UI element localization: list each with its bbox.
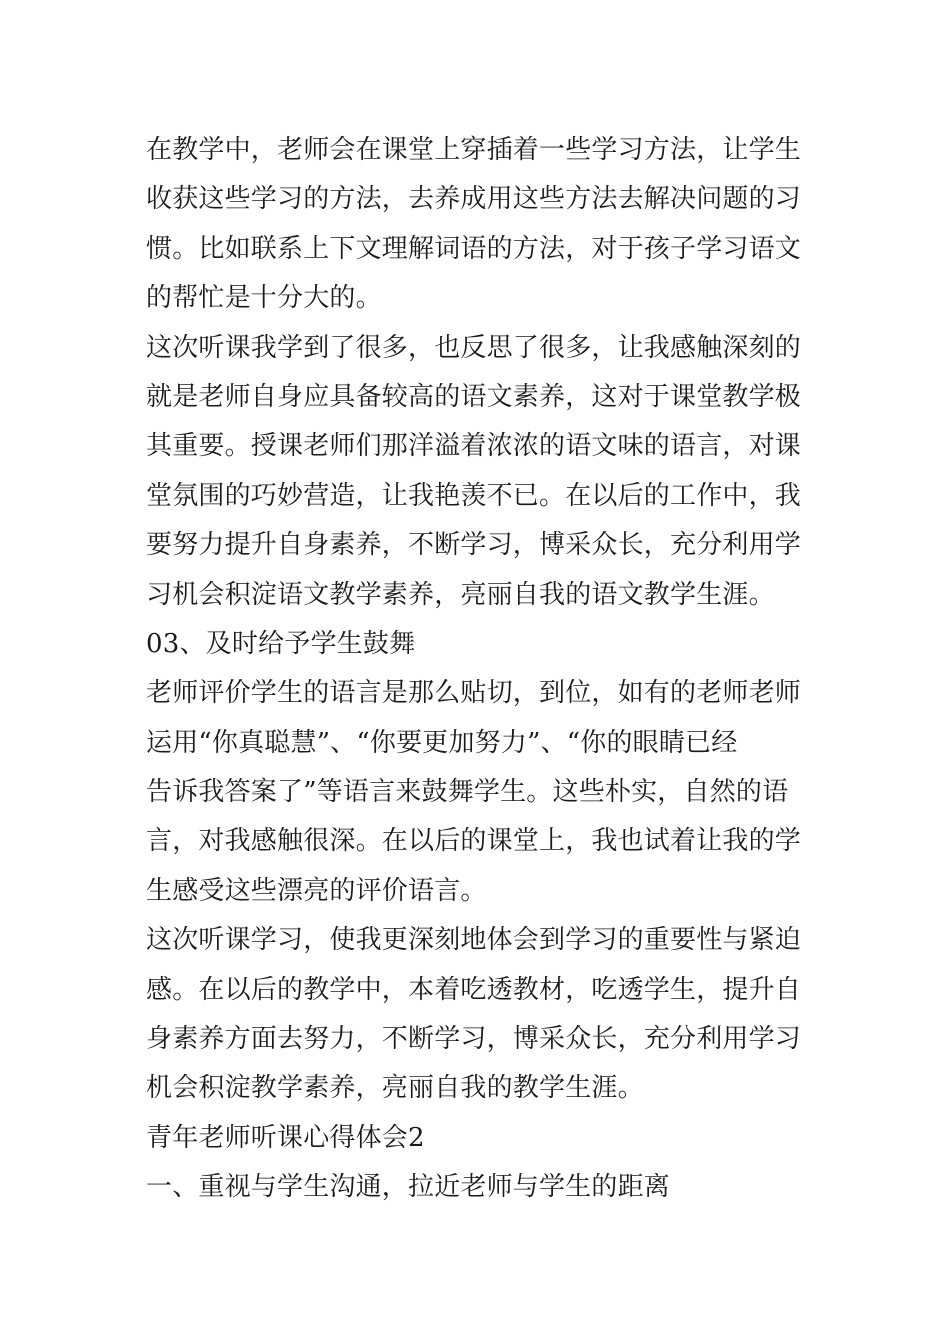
text-line: 就是老师自身应具备较高的语文素养，这对于课堂教学极 — [146, 381, 802, 412]
text-line: 习机会积淀语文教学素养，亮丽自我的语文教学生涯。 — [146, 579, 775, 610]
text-line: 机会积淀教学素养，亮丽自我的教学生涯。 — [146, 1073, 644, 1104]
section-heading: 03、及时给予学生鼓舞 — [146, 628, 416, 659]
text-line: 这次听课我学到了很多，也反思了很多，让我感触深刻的 — [146, 332, 802, 363]
text-line: 感。在以后的教学中，本着吃透教材，吃透学生，提升自 — [146, 974, 802, 1005]
text-line: 告诉我答案了”等语言来鼓舞学生。这些朴实，自然的语 — [146, 777, 789, 808]
text-line: 收获这些学习的方法，去养成用这些方法去解决问题的习 — [146, 184, 802, 215]
text-line: 言，对我感触很深。在以后的课堂上，我也试着让我的学 — [146, 826, 802, 857]
text-line: 老师评价学生的语言是那么贴切，到位，如有的老师老师 — [146, 678, 802, 709]
text-line: 惯。比如联系上下文理解词语的方法，对于孩子学习语文 — [146, 233, 802, 264]
text-line: 的帮忙是十分大的。 — [146, 283, 382, 314]
text-line: 其重要。授课老师们那洋溢着浓浓的语文味的语言，对课 — [146, 431, 802, 462]
document-body — [146, 126, 811, 1213]
text-line: 身素养方面去努力，不断学习，博采众长，充分利用学习 — [146, 1024, 802, 1055]
text-line: 堂氛围的巧妙营造，让我艳羡不已。在以后的工作中，我 — [146, 480, 802, 511]
text-line: 要努力提升自身素养，不断学习，博采众长，充分利用学 — [146, 530, 802, 561]
text-line: 在教学中，老师会在课堂上穿插着一些学习方法，让学生 — [146, 135, 802, 165]
section-heading: 一、重视与学生沟通，拉近老师与学生的距离 — [146, 1172, 671, 1203]
text-line: 运用“你真聪慧”、“你要更加努力”、“你的眼睛已经 — [146, 727, 738, 758]
text-line: 生感受这些漂亮的评价语言。 — [146, 875, 487, 906]
text-line: 这次听课学习，使我更深刻地体会到学习的重要性与紧迫 — [146, 925, 802, 956]
document-subtitle: 青年老师听课心得体会2 — [146, 1122, 425, 1153]
